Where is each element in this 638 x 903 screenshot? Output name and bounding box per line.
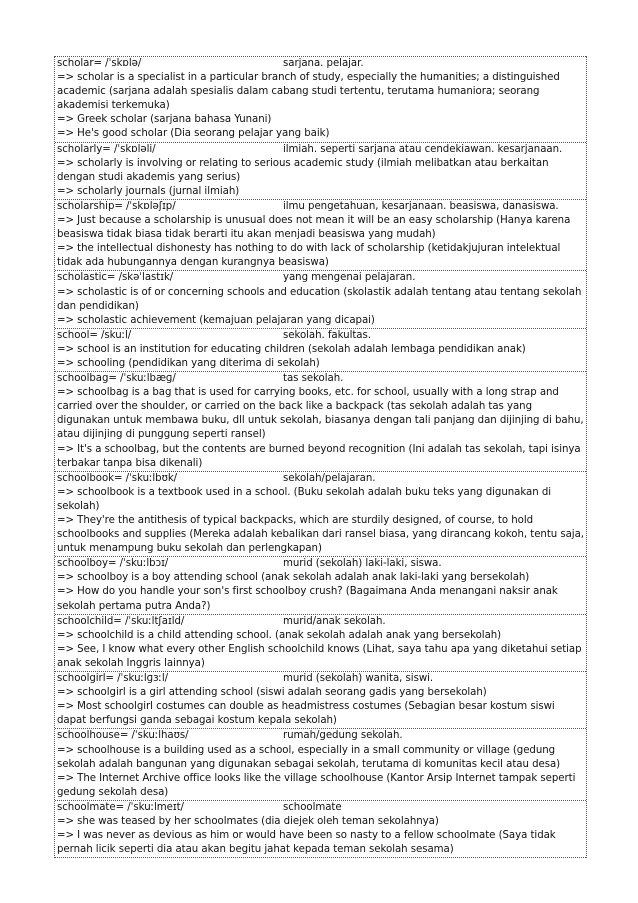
entry-headline	[55, 557, 586, 571]
entry-meaning: sarjana. pelajar.	[283, 58, 364, 69]
entry-term: scholarly= /ˈskɒləli/	[57, 143, 156, 155]
entry-example: => Most schoolgirl costumes can double as headmistress costumes (Sebagian besar kostum siswi dapat berfungsi ganda sebagai kostum kepala sekolah)	[57, 701, 555, 727]
dictionary-entry	[55, 614, 586, 671]
dictionary-entry	[55, 556, 586, 613]
dictionary-entry	[55, 371, 586, 471]
entry-example: => scholastic achievement (kemajuan pelajaran yang dicapai)	[57, 314, 375, 326]
entry-term: scholastic= /skəˈlastɪk/	[57, 272, 174, 284]
entry-example: => schoolhouse is a building used as a school, especially in a small community or village (gedung sekolah adalah bangunan yang digunakan sebagai sekolah, terutama di komunitas kecil atau desa)	[57, 744, 561, 770]
entry-term: school= /skuːl/	[57, 329, 132, 341]
dictionary-entry	[55, 728, 586, 799]
entry-example: => schooling (pendidikan yang diterima di sekolah)	[57, 357, 320, 369]
entry-headline	[55, 329, 586, 343]
entry-example: => He's good scholar (Dia seorang pelajar yang baik)	[57, 128, 330, 140]
dictionary-entry	[55, 56, 586, 142]
entry-example: => schoolchild is a child attending school. (anak sekolah adalah anak yang bersekolah)	[57, 629, 502, 641]
entry-term: schoolchild= /ˈskuːltʃaɪld/	[57, 615, 185, 627]
entry-term: scholarship= /ˈskɒləʃɪp/	[57, 200, 176, 212]
entry-meaning: rumah/gedung sekolah.	[283, 730, 403, 742]
entry-example: => They're the antithesis of typical backpacks, which are sturdily designed, of course, to hold schoolbooks and supplies (Mereka adalah kebalikan dari ransel biasa, yang dirancang kokoh, tentu saja, untuk menampung buku sekolah dan perlengkapan)	[57, 515, 584, 555]
entry-headline	[55, 801, 586, 815]
entry-headline	[55, 200, 586, 214]
entry-term: scholar= /ˈskɒlə/	[57, 58, 142, 69]
entry-meaning: sekolah. fakultas.	[283, 329, 371, 341]
entry-example: => scholarly journals (jurnal ilmiah)	[57, 185, 240, 197]
entry-headline	[55, 271, 586, 285]
entry-example: => scholastic is of or concerning schools and education (skolastik adalah tentang atau tentang sekolah dan pendidikan)	[57, 286, 582, 312]
entry-headline	[55, 472, 586, 486]
entry-example: => schoolbag is a bag that is used for carrying books, etc. for school, usually with a long strap and carried over the shoulder, or carried on the back like a backpack (tas sekolah adalah tas yang digunakan untuk membawa buku, dll untuk sekolah, biasanya dengan tali panjang dan dijinjing di bahu, atau dijinjing di punggung seperti ransel)	[57, 387, 584, 441]
entry-headline	[55, 143, 586, 157]
entry-headline	[55, 672, 586, 686]
entry-example: => she was teased by her schoolmates (dia diejek oleh teman sekolahnya)	[57, 815, 439, 827]
entry-term: schoolgirl= /ˈskuːlɡɜːl/	[57, 673, 168, 685]
entry-headline	[55, 729, 586, 743]
entry-meaning: murid (sekolah) wanita, siswi.	[283, 673, 434, 685]
entry-meaning: ilmiah. seperti sarjana atau cendekiawan. kesarjanaan.	[283, 143, 563, 155]
dictionary-entry	[55, 142, 586, 199]
entry-example: => schoolbook is a textbook used in a school. (Buku sekolah adalah buku teks yang digunakan di sekolah)	[57, 486, 552, 512]
entry-example: => It's a schoolbag, but the contents are burned beyond recognition (Ini adalah tas sekolah, tapi isinya terbakar tanpa bisa dikenali)	[57, 443, 581, 469]
dictionary-entry	[55, 199, 586, 270]
dictionary-table	[54, 56, 587, 858]
dictionary-entry	[55, 328, 586, 371]
entry-example: => schoolgirl is a girl attending school (siswi adalah seorang gadis yang bersekolah)	[57, 687, 487, 699]
entry-example: => I was never as devious as him or would have been so nasty to a fellow schoolmate (Saya tidak pernah licik seperti dia atau akan begitu jahat kepada teman sekolah sesama)	[57, 830, 556, 856]
entry-term: schoolbag= /ˈskuːlbæɡ/	[57, 373, 176, 385]
entry-headline	[55, 615, 586, 629]
entry-meaning: murid (sekolah) laki-laki, siswa.	[283, 558, 442, 570]
entry-meaning: sekolah/pelajaran.	[283, 472, 376, 484]
entry-term: schoolhouse= /ˈskuːlhaʊs/	[57, 730, 189, 742]
entry-headline	[55, 57, 586, 71]
entry-term: schoolbook= /ˈskuːlbʊk/	[57, 472, 178, 484]
dictionary-entry	[55, 800, 586, 858]
entry-term: schoolmate= /ˈskuːlmeɪt/	[57, 801, 184, 813]
entry-term: schoolboy= /ˈskuːlbɔɪ/	[57, 558, 169, 570]
dictionary-entry	[55, 270, 586, 327]
entry-example: => scholarly is involving or relating to serious academic study (ilmiah melibatkan atau berkaitan dengan studi akademis yang serius)	[57, 157, 549, 183]
entry-example: => schoolboy is a boy attending school (anak sekolah adalah anak laki-laki yang bersekolah)	[57, 572, 530, 584]
entry-meaning: ilmu pengetahuan, kesarjanaan. beasiswa, danasiswa.	[283, 200, 559, 212]
entry-meaning: schoolmate	[283, 801, 342, 813]
entry-example: => See, I know what every other English schoolchild knows (Lihat, saya tahu apa yang diketahui setiap anak sekolah Inggris lainnya)	[57, 643, 582, 669]
entry-example: => school is an institution for educating children (sekolah adalah lembaga pendidikan anak)	[57, 343, 526, 355]
entry-example: => Greek scholar (sarjana bahasa Yunani)	[57, 114, 272, 126]
entry-example: => Just because a scholarship is unusual does not mean it will be an easy scholarship (Hanya karena beasiswa tidak biasa tidak berarti itu akan menjadi beasiswa yang mudah)	[57, 215, 571, 241]
entry-example: => the intellectual dishonesty has nothing to do with lack of scholarship (ketidakjujuran intelektual tidak ada hubungannya dengan kurangnya beasiswa)	[57, 243, 561, 269]
entry-headline	[55, 372, 586, 386]
entry-meaning: murid/anak sekolah.	[283, 615, 386, 627]
dictionary-entry	[55, 671, 586, 728]
entry-example: => How do you handle your son's first schoolboy crush? (Bagaimana Anda menangani naksir anak sekolah pertama putra Anda?)	[57, 586, 558, 612]
entry-example: => The Internet Archive office looks like the village schoolhouse (Kantor Arsip Internet tampak seperti gedung sekolah desa)	[57, 772, 576, 798]
entry-meaning: tas sekolah.	[283, 373, 344, 385]
dictionary-entry	[55, 471, 586, 557]
entry-meaning: yang mengenai pelajaran.	[283, 272, 416, 284]
entry-example: => scholar is a specialist in a particular branch of study, especially the humanities; a distinguished academic (sarjana adalah spesialis dalam cabang studi tertentu, terutama humaniora; seorang akademisi terkemuka)	[57, 72, 560, 112]
